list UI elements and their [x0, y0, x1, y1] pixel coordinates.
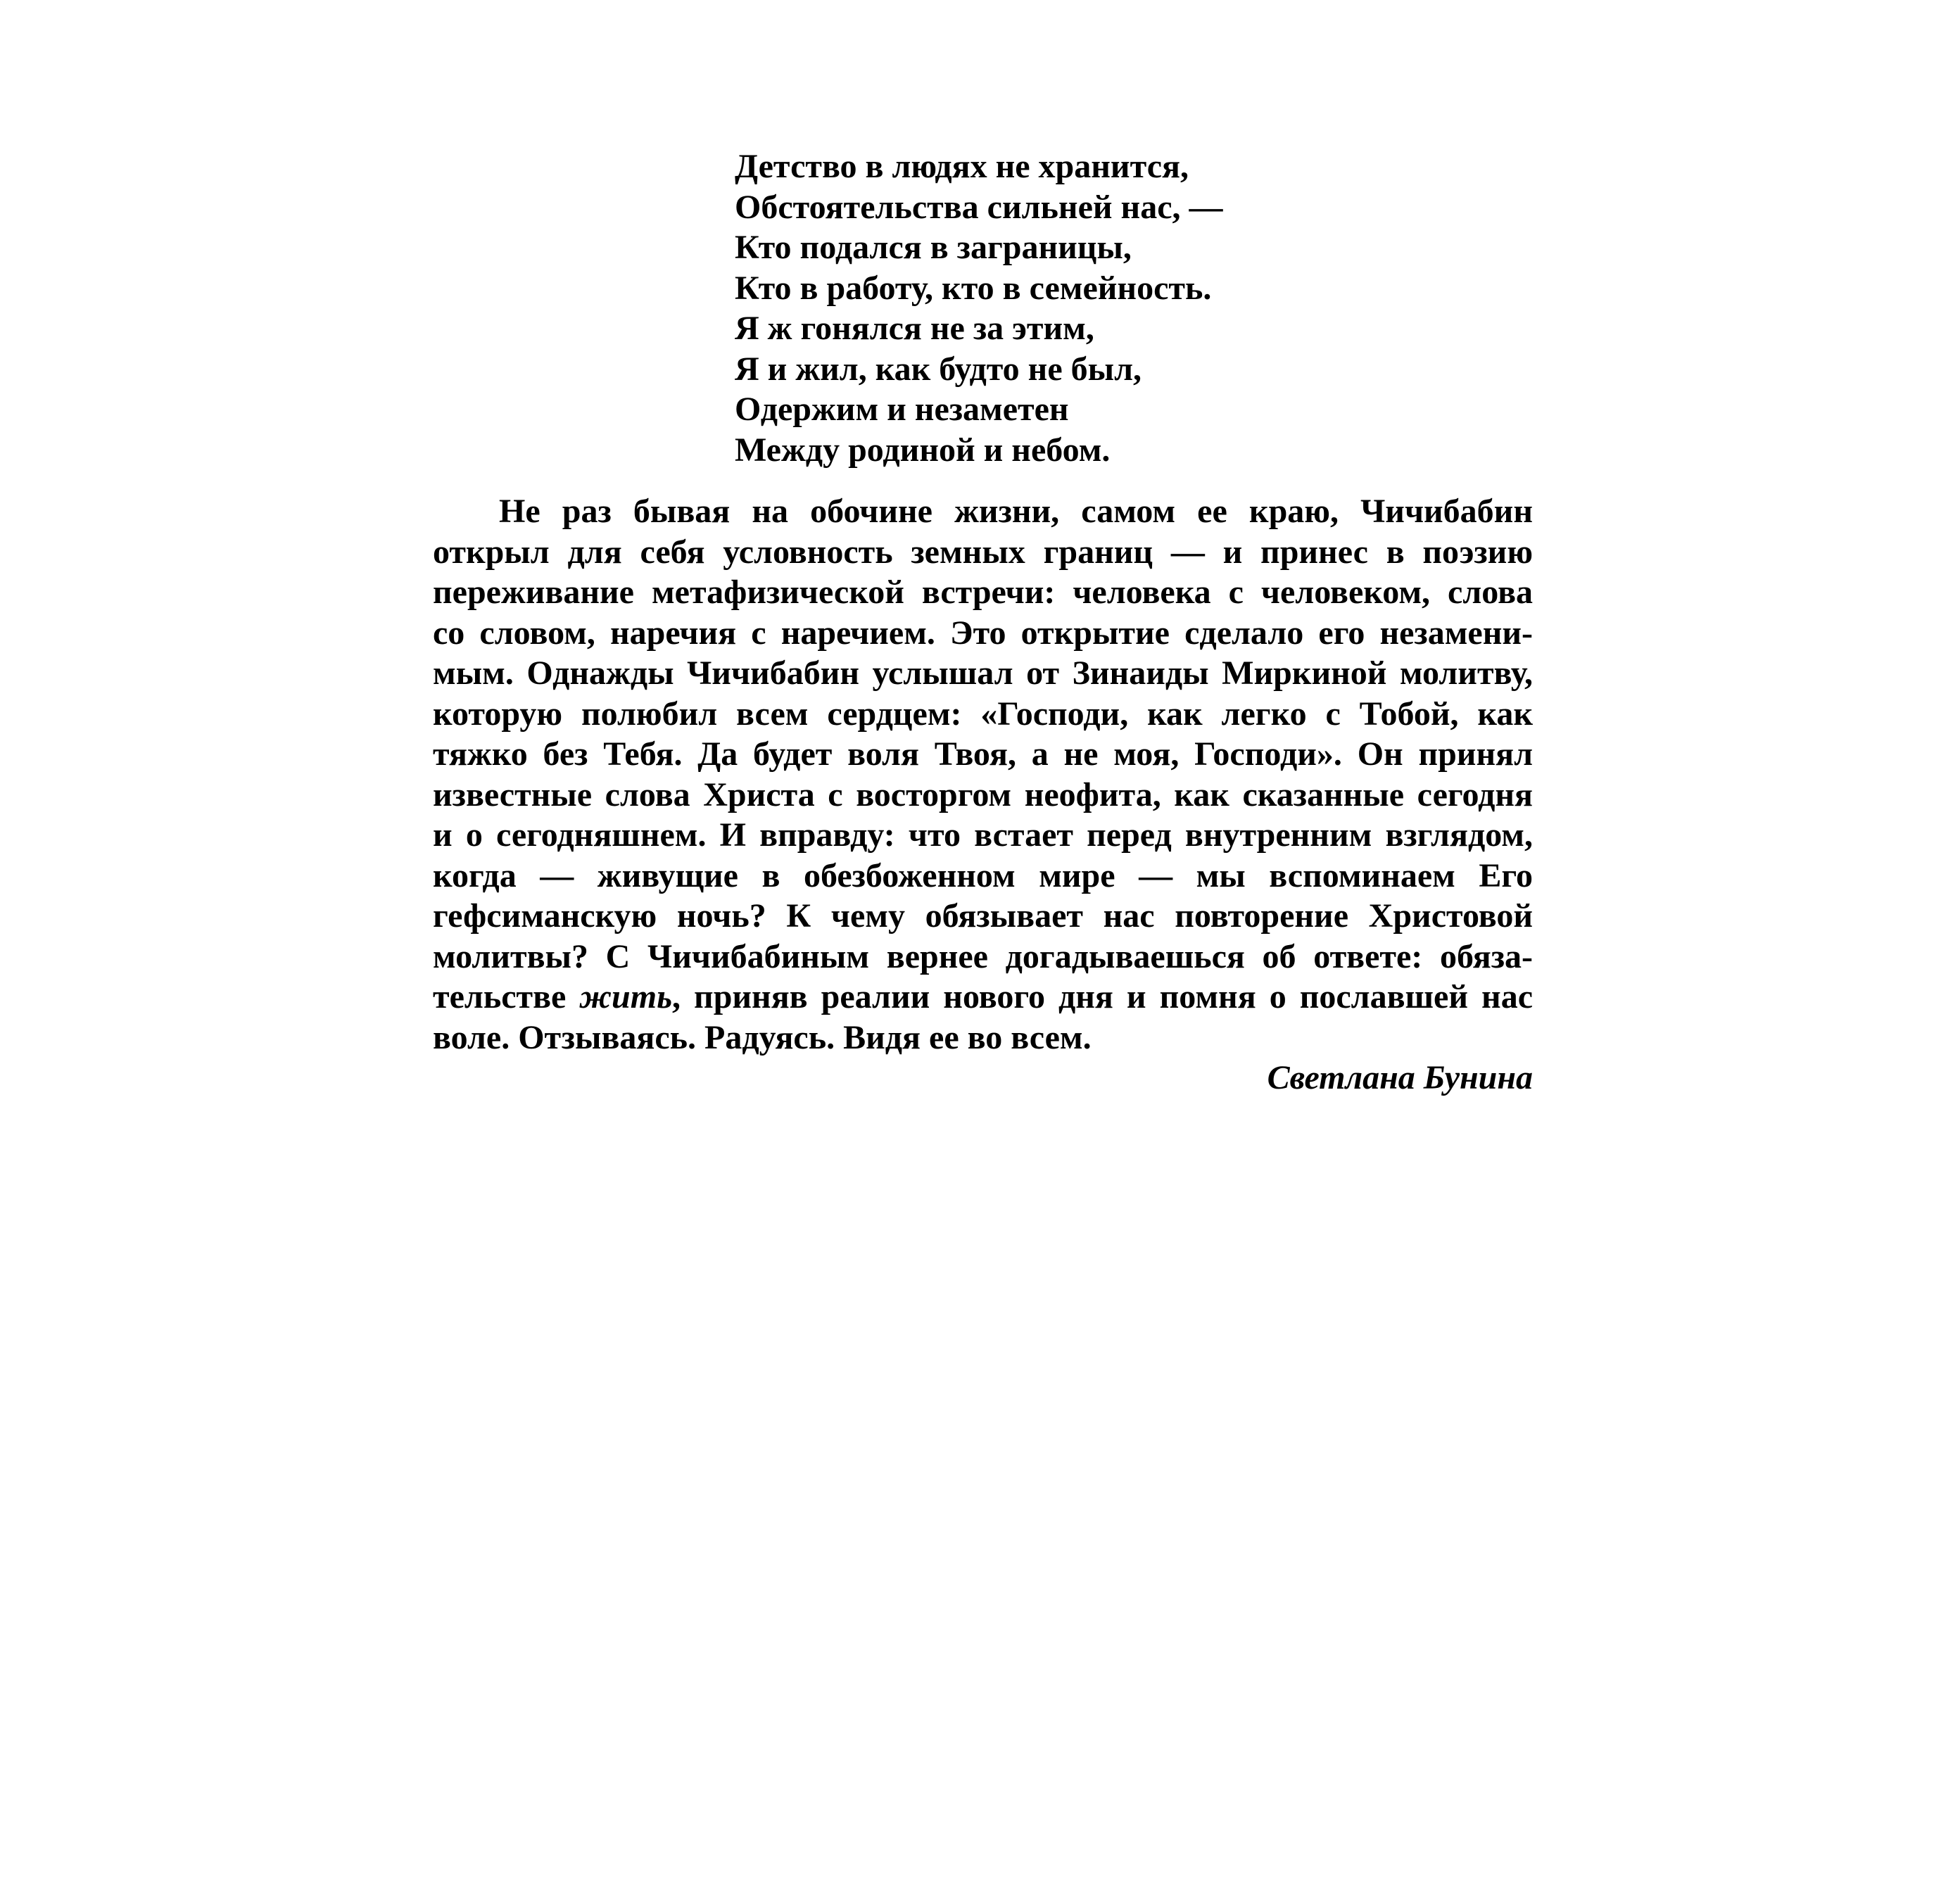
- paragraph-line: и о сегодняшнем. И вправду: что встает перед внутренним взглядом,: [433, 816, 1533, 854]
- line-text: , приняв реалии нового дня и помня о пославшей нас: [672, 978, 1533, 1015]
- poem-line: Детство в людях не хранится,: [735, 148, 1189, 185]
- paragraph-line: открыл для себя условность земных границ — и принес в поэзию: [433, 533, 1533, 571]
- paragraph-line: со словом, наречия с наречием. Это открытие сделало его незамени-: [433, 614, 1533, 652]
- line-text: тельстве: [433, 978, 580, 1015]
- poem-line: Кто в работу, кто в семейность.: [735, 269, 1212, 307]
- poem-line: Обстоятельства сильней нас, —: [735, 188, 1223, 226]
- poem-stanza: [735, 146, 1368, 470]
- paragraph-line: когда — живущие в обезбоженном мире — мы вспоминаем Его: [433, 856, 1533, 894]
- poem-line: Одержим и незаметен: [735, 391, 1069, 428]
- poem-line: Между родиной и небом.: [735, 431, 1111, 469]
- essay-paragraph: [433, 491, 1533, 1058]
- paragraph-line: известные слова Христа с восторгом неофита, как сказанные сегодня: [433, 775, 1533, 813]
- paragraph-line: переживание метафизической встречи: человека с человеком, слова: [433, 574, 1533, 611]
- poem-line: Я ж гонялся не за этим,: [735, 310, 1094, 347]
- poem-line: Кто подался в заграницы,: [735, 229, 1132, 266]
- paragraph-line: гефсиманскую ночь? К чему обязывает нас повторение Христовой: [433, 897, 1533, 935]
- poem-line: Я и жил, как будто не был,: [735, 350, 1142, 388]
- paragraph-line-with-emphasis: [433, 977, 1533, 1018]
- author-signature: Светлана Бунина: [1267, 1059, 1533, 1096]
- paragraph-line: Не раз бывая на обочине жизни, самом ее краю, Чичибабин: [499, 493, 1533, 530]
- paragraph-line: мым. Однажды Чичибабин услышал от Зинаиды Миркиной молитву,: [433, 654, 1533, 692]
- paragraph-last-line: воле. Отзываясь. Радуясь. Видя ее во всем.: [433, 1018, 1092, 1056]
- emphasized-word: жить: [579, 978, 673, 1015]
- paragraph-line: молитвы? С Чичибабиным вернее догадываешься об ответе: обяза-: [433, 937, 1533, 975]
- paragraph-line: тяжко без Тебя. Да будет воля Твоя, а не моя, Господи». Он принял: [433, 735, 1533, 773]
- paragraph-line: которую полюбил всем сердцем: «Господи, как легко с Тобой, как: [433, 695, 1533, 733]
